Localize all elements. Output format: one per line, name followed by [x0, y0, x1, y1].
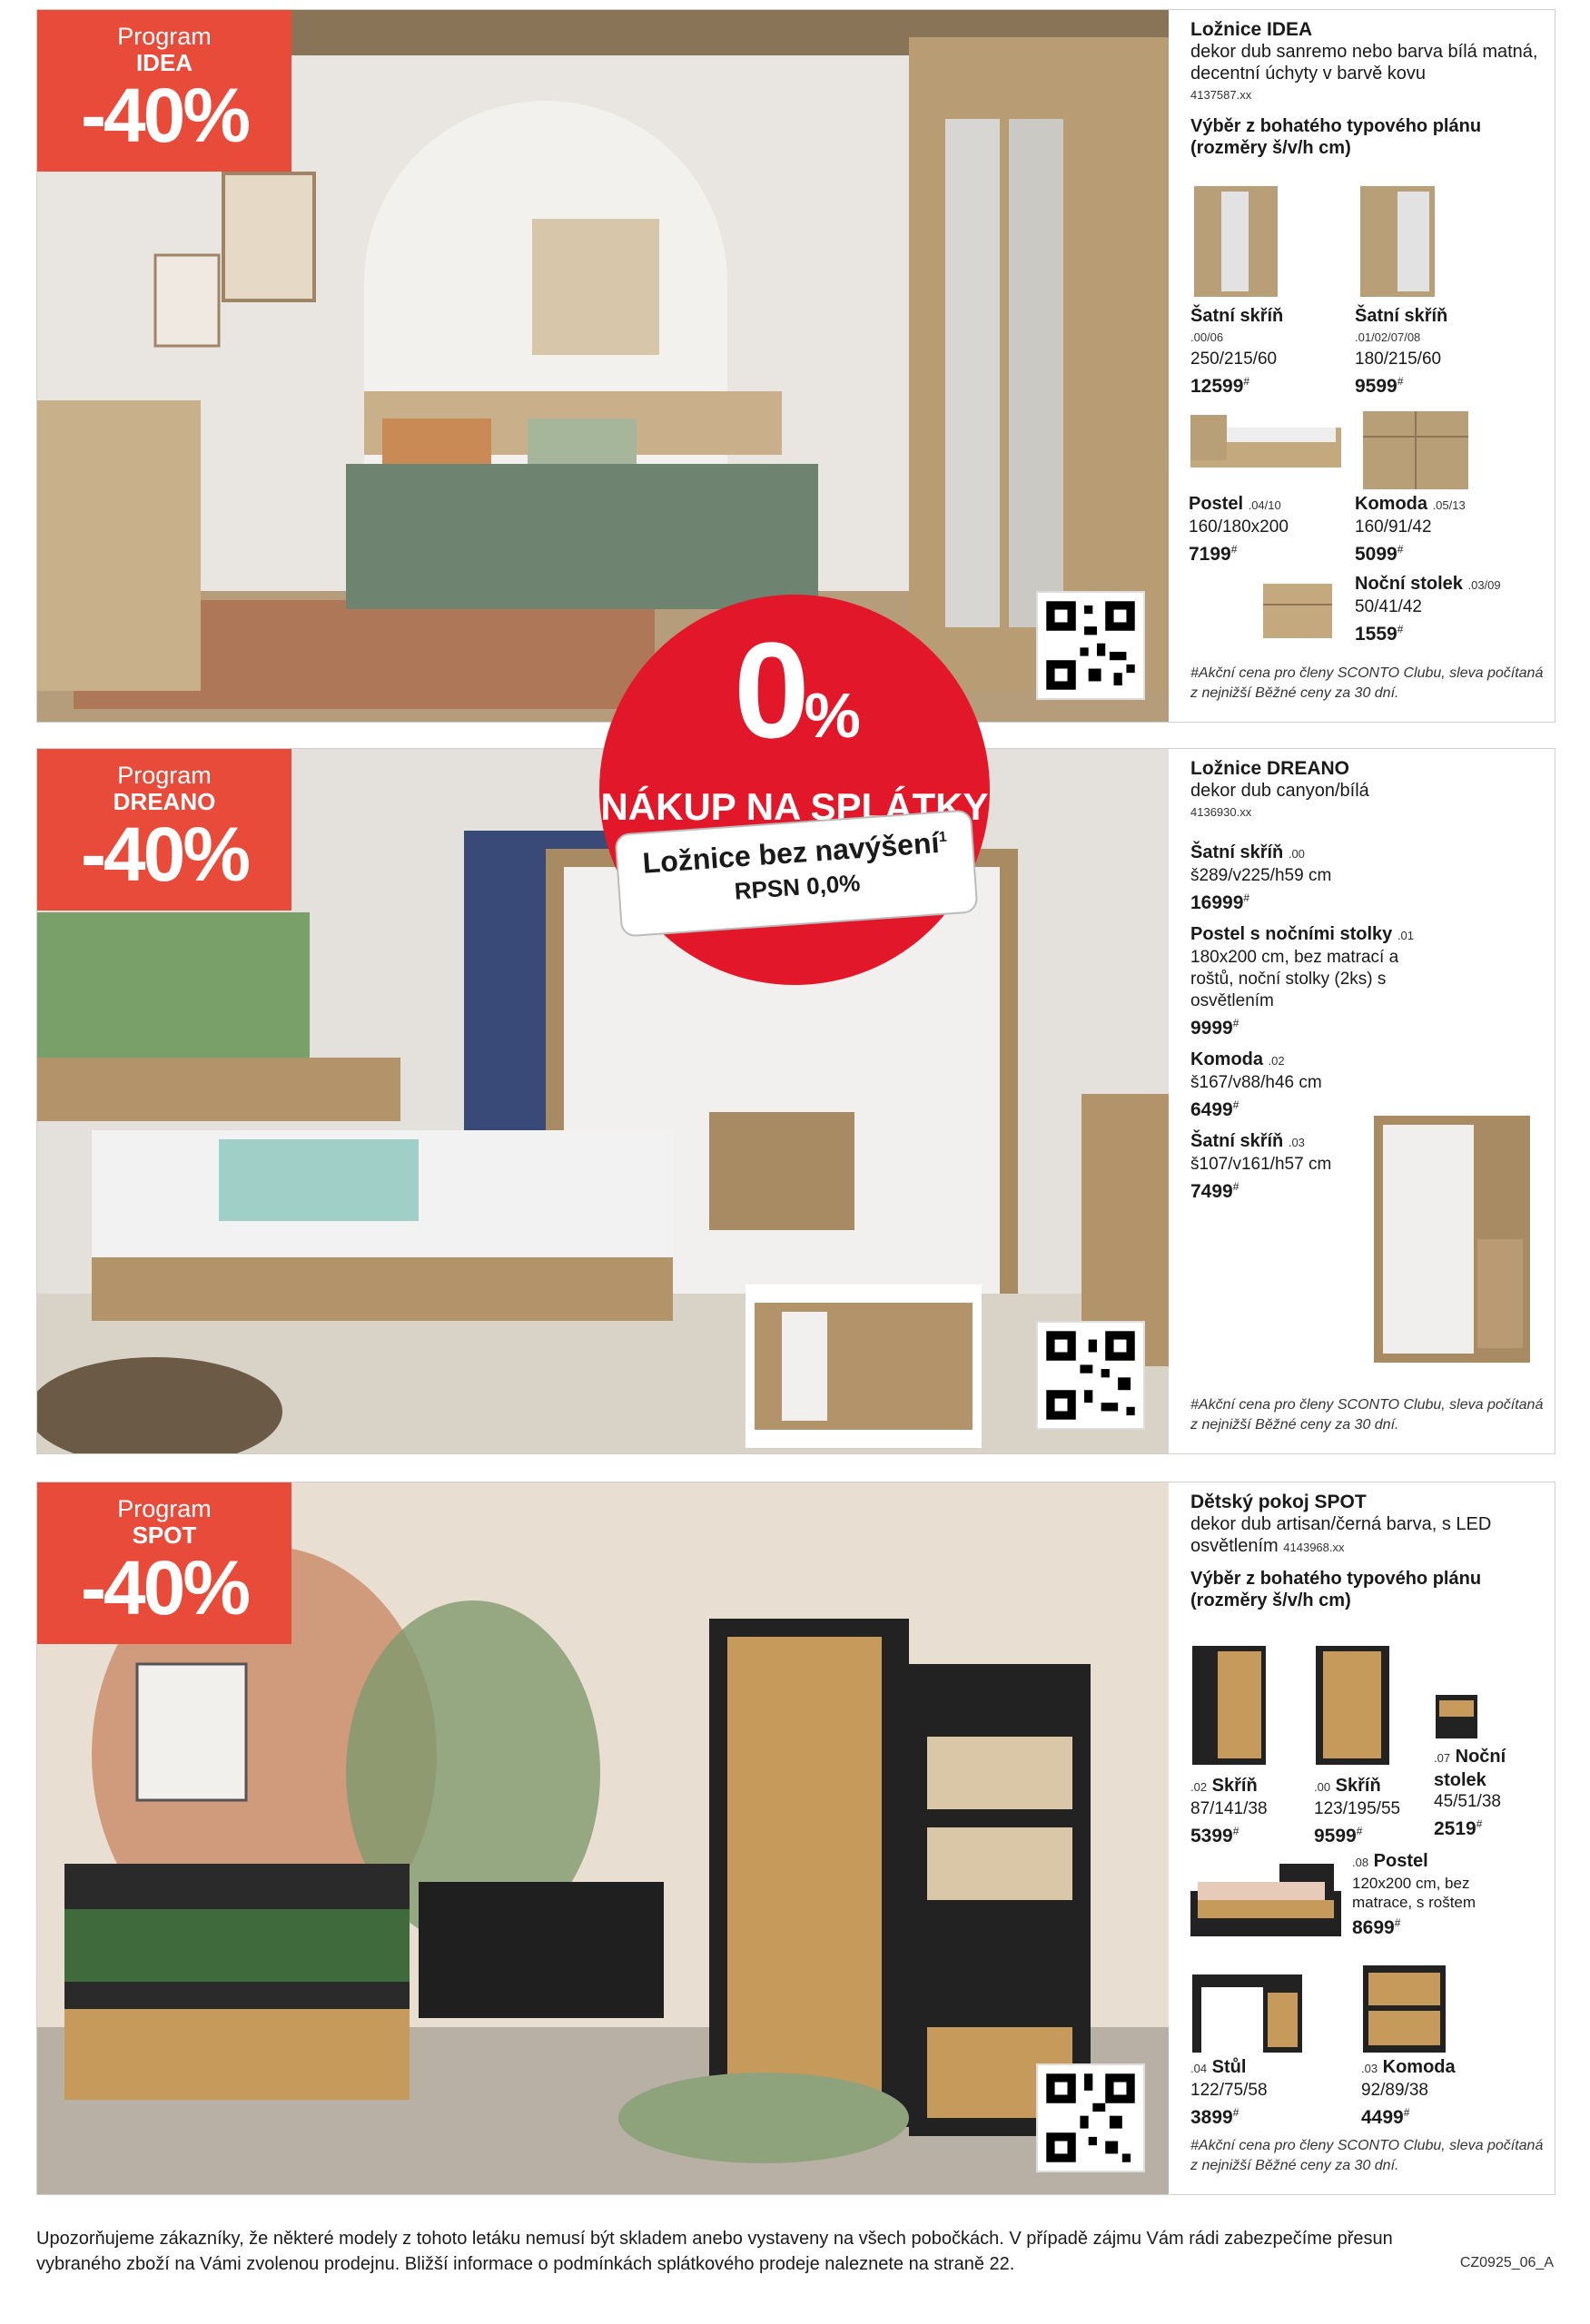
- spot-info-panel: [1170, 1482, 1555, 2194]
- idea-item-wardrobe-2: Šatní skříň .01/02/07/08 180/215/60 9599#: [1355, 306, 1448, 397]
- cabinet-thumbnail: [1190, 1644, 1268, 1767]
- dreano-info-panel: [1170, 749, 1555, 1453]
- price-footnote: #Akční cena pro členy SCONTO Clubu, sleva počítaná z nejnižší Běžné ceny za 30 dní.: [1190, 2138, 1544, 2173]
- dresser-thumbnail: [1361, 1964, 1447, 2054]
- dreano-promo-tag: [37, 749, 291, 911]
- range-subtitle: Výběr z bohatého typového plánu (rozměry š/v/h cm): [1190, 116, 1482, 158]
- idea-promo-tag: [37, 10, 291, 172]
- program-label: Program: [117, 762, 212, 789]
- discount-value: -40%: [80, 1545, 249, 1630]
- idea-info-panel: [1170, 10, 1555, 722]
- nightstand-thumbnail: [1261, 582, 1334, 641]
- qr-code[interactable]: [1036, 1321, 1145, 1430]
- cabinet-thumbnail: [1314, 1644, 1391, 1767]
- page-code: CZ0925_06_A: [1459, 2255, 1554, 2270]
- disclaimer-text: Upozorňujeme zákazníky, že některé modely z tohoto letáku nemusí být skladem anebo vystaveny na všech pobočkách. V případě zájmu Vám rádi zabezpečíme přesun vybraného zboží na Vámi zvolenou prodejnu. Bližší informace o podmínkách splátkového prodeje naleznete na straně 22.: [36, 2229, 1393, 2274]
- product-title: Dětský pokoj SPOT: [1190, 1492, 1367, 1512]
- idea-item-bed: Postel .04/10 160/180x200 7199#: [1189, 494, 1289, 565]
- nightstand-thumbnail: [1434, 1693, 1479, 1740]
- installment-heading: NÁKUP NA SPLÁTKY: [600, 785, 989, 828]
- program-name: DREANO: [113, 788, 216, 815]
- spot-item-dresser: .03 Komoda 92/89/38 4499#: [1361, 2057, 1456, 2128]
- spot-item-cabinet-2: .00 Skříň 123/195/55 9599#: [1314, 1776, 1401, 1846]
- program-name: IDEA: [135, 49, 193, 76]
- dresser-thumbnail: [1361, 409, 1470, 491]
- discount-value: -40%: [80, 73, 249, 158]
- spot-item-desk: .04 Stůl 122/75/58 3899#: [1190, 2057, 1268, 2128]
- spot-item-bed: .08 Postel 120x200 cm, bez matrace, s roštem 8699#: [1352, 1851, 1476, 1938]
- idea-item-dresser: Komoda .05/13 160/91/42 5099#: [1355, 494, 1466, 565]
- product-title: Ložnice IDEA: [1190, 19, 1313, 40]
- product-description: dekor dub sanremo nebo barva bílá matná, decentní úchyty v barvě kovu: [1190, 42, 1538, 84]
- dreano-item-wardrobe-1: Šatní skříň .00 š289/v225/h59 cm 16999#: [1190, 842, 1332, 913]
- installment-badge: [599, 595, 990, 985]
- price-footnote: #Akční cena pro členy SCONTO Clubu, sleva počítaná z nejnižší Běžné ceny za 30 dní.: [1190, 1397, 1544, 1433]
- dreano-item-wardrobe-2: Šatní skříň .03 š107/v161/h57 cm 7499#: [1190, 1131, 1332, 1202]
- idea-item-nightstand: Noční stolek .03/09 50/41/42 1559#: [1355, 574, 1501, 645]
- wardrobe-thumbnail: [1357, 182, 1438, 300]
- bed-thumbnail: [1189, 409, 1343, 473]
- spot-item-nightstand: .07 Noční stolek 45/51/38 2519#: [1434, 1747, 1506, 1839]
- product-title: Ložnice DREANO: [1190, 758, 1350, 779]
- installment-card: Ložnice bez navýšení$^1$ RPSN 0,0%: [615, 809, 979, 937]
- qr-code[interactable]: [1036, 591, 1145, 700]
- spot-promo-tag: [37, 1482, 291, 1644]
- program-label: Program: [117, 23, 212, 50]
- discount-value: -40%: [80, 812, 249, 897]
- dreano-item-dresser: Komoda .02 š167/v88/h46 cm 6499#: [1190, 1049, 1322, 1120]
- bed-thumbnail: [1189, 1855, 1343, 1941]
- idea-item-wardrobe-1: Šatní skříň .00/06 250/215/60 12599#: [1190, 306, 1284, 397]
- product-description: dekor dub artisan/černá barva, s LED osvětlením 4143968.xx: [1190, 1514, 1492, 1556]
- zero-percent: 0%: [734, 614, 855, 766]
- dreano-item-bed: Postel s nočními stolky .01 180x200 cm, bez matrací a roštů, noční stolky (2ks) s osvětlením 9999#: [1190, 924, 1414, 1039]
- range-subtitle: Výběr z bohatého typového plánu (rozměry š/v/h cm): [1190, 1569, 1482, 1610]
- wardrobe-thumbnail: [1370, 1112, 1534, 1366]
- qr-code[interactable]: [1036, 2063, 1145, 2172]
- spot-section: [36, 1482, 1555, 2195]
- wardrobe-thumbnail: [1190, 182, 1281, 300]
- product-code: 4137587.xx: [1190, 88, 1252, 102]
- spot-item-cabinet-1: .02 Skříň 87/141/38 5399#: [1190, 1776, 1268, 1846]
- program-label: Program: [117, 1495, 212, 1522]
- product-description: dekor dub canyon/bílá: [1190, 781, 1369, 801]
- product-code: 4136930.xx: [1190, 805, 1252, 819]
- program-name: SPOT: [132, 1521, 197, 1549]
- desk-thumbnail: [1190, 1973, 1304, 2054]
- price-footnote: #Akční cena pro členy SCONTO Clubu, sleva počítaná z nejnižší Běžné ceny za 30 dní.: [1190, 665, 1544, 701]
